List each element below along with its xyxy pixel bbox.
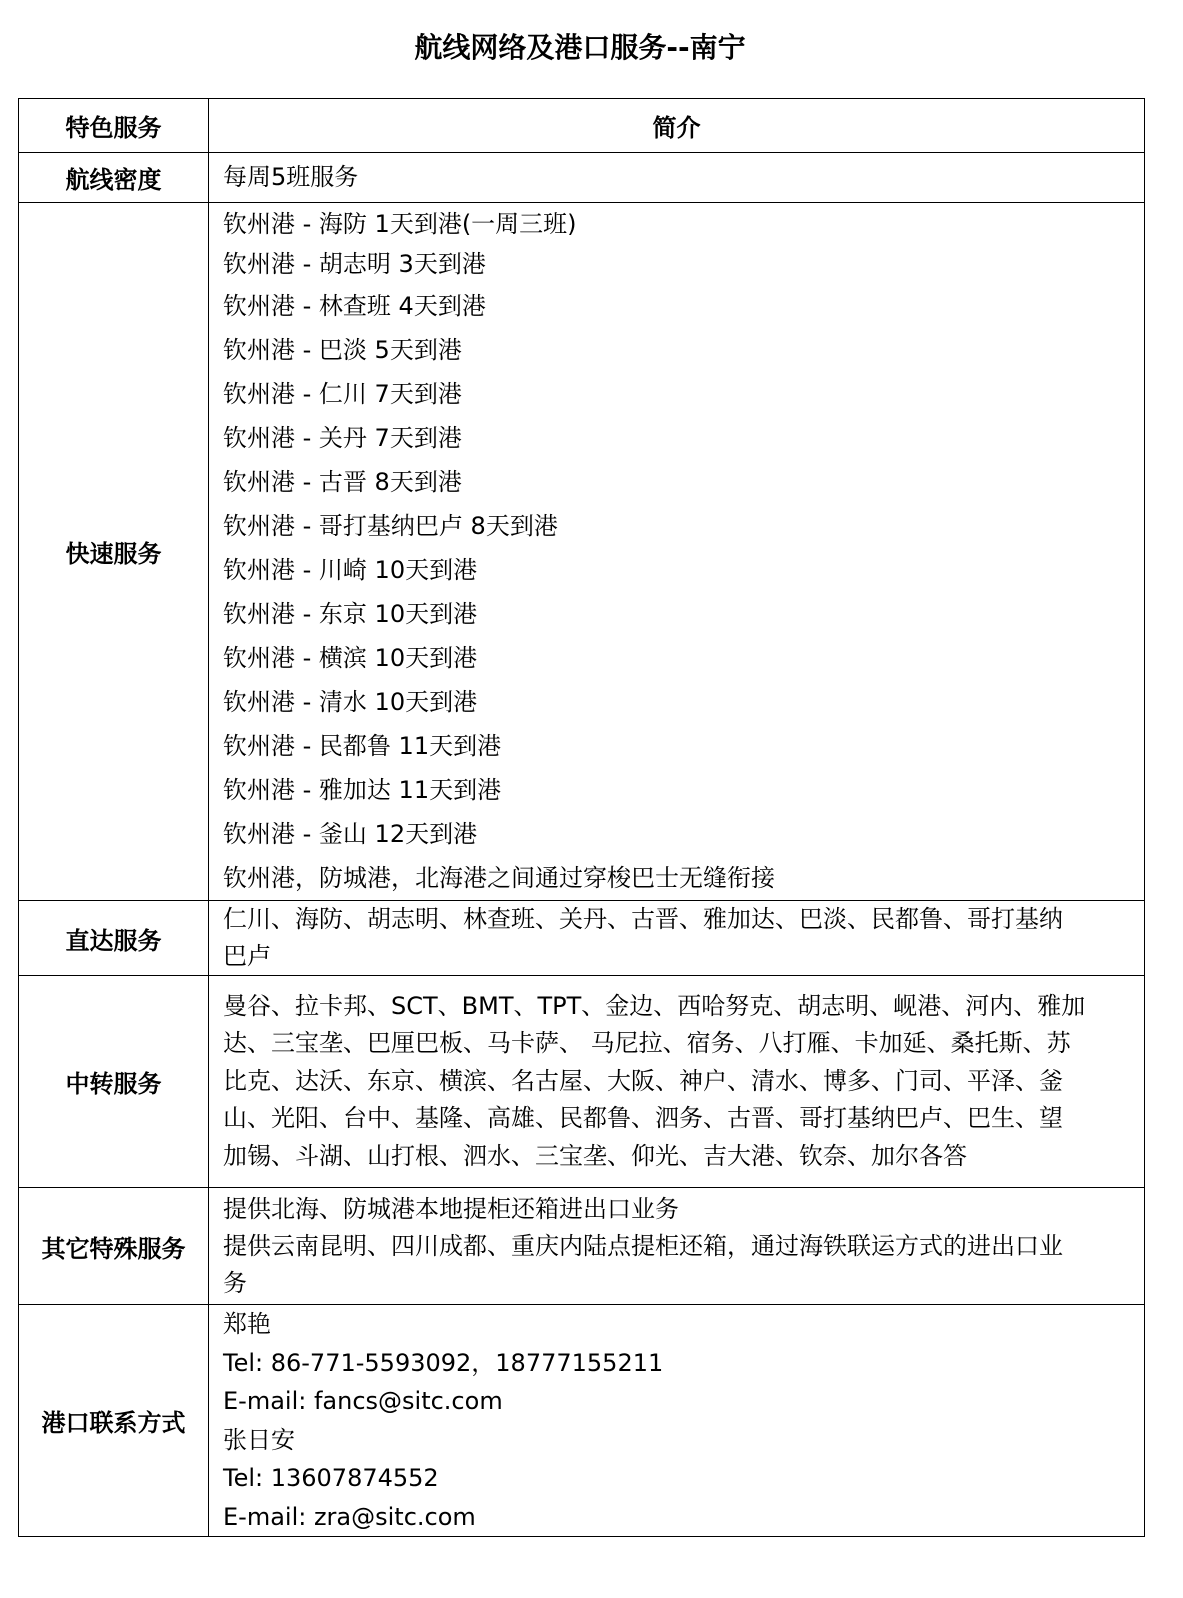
- transit-line: 达、三宝垄、巴厘巴板、马卡萨、 马尼拉、宿务、八打雁、卡加延、桑托斯、苏: [223, 1029, 1071, 1058]
- contact-tel: Tel: 86-771-5593092，18777155211: [223, 1348, 664, 1377]
- contact-email: E-mail: zra@sitc.com: [223, 1502, 476, 1531]
- value-density: [209, 153, 1145, 203]
- density-text: 每周5班服务: [223, 163, 359, 191]
- other-line: 提供云南昆明、四川成都、重庆内陆点提柜还箱，通过海铁联运方式的进出口业: [223, 1231, 1063, 1260]
- fast-line: 钦州港 - 雅加达 11天到港: [223, 775, 502, 804]
- value-other: [209, 1188, 1145, 1305]
- transit-line: 山、光阳、台中、基隆、高雄、民都鲁、泗务、古晋、哥打基纳巴卢、巴生、望: [223, 1104, 1063, 1133]
- other-line: 提供北海、防城港本地提柜还箱进出口业务: [223, 1194, 679, 1223]
- direct-line: 巴卢: [223, 942, 271, 970]
- label-direct: 直达服务: [19, 901, 209, 976]
- contact-name: 张日安: [223, 1425, 295, 1454]
- fast-line: 钦州港 - 民都鲁 11天到港: [223, 731, 502, 760]
- fast-line: 钦州港 - 巴淡 5天到港: [223, 335, 462, 364]
- fast-line: 钦州港 - 哥打基纳巴卢 8天到港: [223, 511, 558, 540]
- fast-line: 钦州港 - 横滨 10天到港: [223, 643, 478, 672]
- row-other: [19, 1188, 1145, 1305]
- transit-line: 比克、达沃、东京、横滨、名古屋、大阪、神户、清水、博多、门司、平泽、釜: [223, 1066, 1063, 1095]
- row-density: [19, 153, 1145, 203]
- label-density: 航线密度: [19, 153, 209, 203]
- page-title: 航线网络及港口服务--南宁: [414, 31, 746, 64]
- row-fast: [19, 203, 1145, 901]
- label-other: 其它特殊服务: [19, 1188, 209, 1305]
- transit-line: 曼谷、拉卡邦、SCT、BMT、TPT、金边、西哈努克、胡志明、岘港、河内、雅加: [223, 991, 1086, 1020]
- value-contact: [209, 1305, 1145, 1537]
- service-table: [18, 98, 1145, 1537]
- fast-line: 钦州港 - 胡志明 3天到港: [223, 249, 486, 278]
- fast-line: 钦州港 - 仁川 7天到港: [223, 379, 462, 408]
- label-fast: 快速服务: [19, 203, 209, 901]
- transit-line: 加锡、斗湖、山打根、泗水、三宝垄、仰光、吉大港、钦奈、加尔各答: [223, 1141, 967, 1170]
- value-fast: [209, 203, 1145, 901]
- contact-email: E-mail: fancs@sitc.com: [223, 1387, 503, 1415]
- fast-line: 钦州港 - 关丹 7天到港: [223, 423, 462, 452]
- row-contact: [19, 1305, 1145, 1537]
- header-row: [19, 99, 1145, 153]
- contact-tel: Tel: 13607874552: [223, 1464, 439, 1492]
- fast-line: 钦州港 - 林查班 4天到港: [223, 291, 486, 320]
- row-transit: [19, 976, 1145, 1188]
- other-line: 务: [223, 1268, 247, 1297]
- direct-line: 仁川、海防、胡志明、林查班、关丹、古晋、雅加达、巴淡、民都鲁、哥打基纳: [223, 905, 1063, 933]
- value-direct: [209, 901, 1145, 976]
- label-contact: 港口联系方式: [19, 1305, 209, 1537]
- header-feature: 特色服务: [19, 99, 209, 153]
- fast-line: 钦州港 - 古晋 8天到港: [223, 467, 462, 496]
- row-direct: [19, 901, 1145, 976]
- fast-line: 钦州港 - 川崎 10天到港: [223, 555, 478, 584]
- fast-line: 钦州港 - 海防 1天到港(一周三班): [223, 209, 577, 238]
- header-intro: 简介: [209, 99, 1145, 153]
- contact-name: 郑艳: [223, 1310, 271, 1338]
- fast-line: 钦州港，防城港，北海港之间通过穿梭巴士无缝衔接: [223, 863, 775, 892]
- fast-line: 钦州港 - 清水 10天到港: [223, 687, 478, 716]
- fast-line: 钦州港 - 釜山 12天到港: [223, 819, 478, 848]
- value-transit: [209, 976, 1145, 1188]
- fast-line: 钦州港 - 东京 10天到港: [223, 599, 478, 628]
- label-transit: 中转服务: [19, 976, 209, 1188]
